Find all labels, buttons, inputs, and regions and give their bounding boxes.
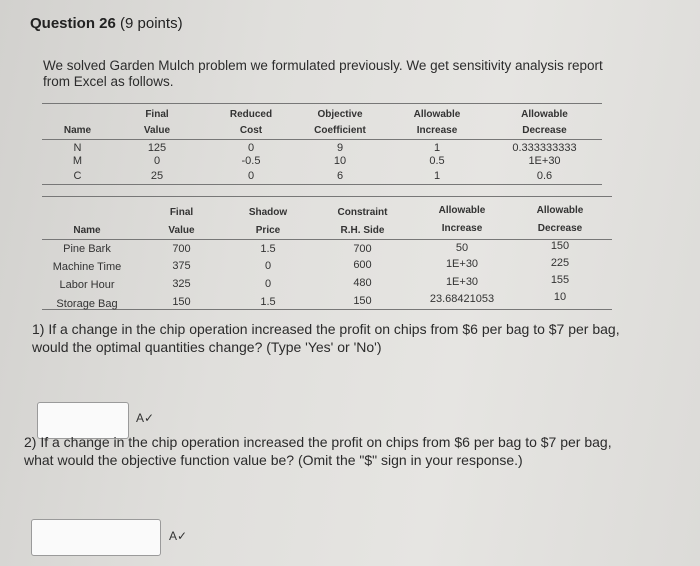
con-row-final: 375 <box>172 260 191 272</box>
col-obj-top: Objective <box>317 109 363 120</box>
con-row-inc: 1E+30 <box>445 276 479 288</box>
con-row-name: Storage Bag <box>56 298 118 310</box>
col-final-top: Final <box>145 109 169 120</box>
table-rule <box>42 103 602 104</box>
con-row-rhs: 480 <box>353 277 372 289</box>
con-row-dec: 150 <box>550 240 570 252</box>
col-reduced-bottom: Cost <box>239 125 263 136</box>
question-points: (9 points) <box>120 15 183 32</box>
col-obj-bottom: Coefficient <box>314 125 366 136</box>
col-dec-bottom: Decrease <box>537 223 583 234</box>
con-row-shadow: 1.5 <box>260 296 276 308</box>
col-name: Name <box>63 125 92 136</box>
var-row-obj: 6 <box>336 170 344 182</box>
var-row-final: 25 <box>150 170 164 182</box>
var-row-final: 0 <box>153 155 161 167</box>
var-row-dec: 0.333333333 <box>512 142 577 154</box>
answer-2-input[interactable] <box>31 519 161 556</box>
col-dec-top: Allowable <box>521 109 568 120</box>
table-rule <box>42 309 612 310</box>
question-1-text: 1) If a change in the chip operation increased the profit on chips from $6 per bag to $7 per bag, would the optimal quantities change? (Type 'Yes' or 'No') <box>32 321 620 355</box>
con-row-final: 325 <box>172 278 191 290</box>
question-number: Question 26 <box>30 15 116 32</box>
con-row-shadow: 1.5 <box>260 243 276 255</box>
con-row-inc: 50 <box>455 242 469 254</box>
var-row-obj: 9 <box>336 142 344 154</box>
con-row-dec: 225 <box>550 257 570 269</box>
spellcheck-icon[interactable]: A✓ <box>169 529 188 543</box>
con-row-rhs: 150 <box>353 295 372 307</box>
con-row-inc: 1E+30 <box>445 258 479 270</box>
table-rule <box>42 184 602 185</box>
col-inc-top: Allowable <box>413 109 461 120</box>
col-inc-bottom: Increase <box>416 125 458 136</box>
spellcheck-icon[interactable]: A✓ <box>136 411 155 425</box>
var-row-reduced: 0 <box>247 170 255 182</box>
var-row-inc: 1 <box>433 142 441 154</box>
var-row-inc: 0.5 <box>429 155 445 167</box>
con-row-dec: 10 <box>553 291 567 303</box>
con-row-shadow: 0 <box>264 260 272 272</box>
intro-text: We solved Garden Mulch problem we formulated previously. We get sensitivity analysis report from Excel as follows. <box>43 58 603 89</box>
table-rule <box>42 196 612 197</box>
col-final-bottom: Value <box>143 125 171 136</box>
variable-cells-table <box>42 103 602 188</box>
question-title <box>30 15 183 32</box>
con-row-name: Machine Time <box>52 261 122 273</box>
col-shadow-top: Shadow <box>248 207 288 218</box>
col-dec-top: Allowable <box>536 205 584 216</box>
var-row-final: 125 <box>147 142 167 154</box>
col-inc-bottom: Increase <box>441 223 483 234</box>
con-row-final: 150 <box>172 296 191 308</box>
con-row-inc: 23.68421053 <box>429 293 495 305</box>
var-row-obj: 10 <box>333 155 347 167</box>
col-shadow-bottom: Price <box>255 225 281 236</box>
var-row-name: N <box>73 142 82 154</box>
var-row-reduced: 0 <box>247 142 255 154</box>
var-row-reduced: -0.5 <box>241 155 261 167</box>
con-row-name: Labor Hour <box>59 279 115 291</box>
con-row-dec: 155 <box>550 274 570 286</box>
con-row-rhs: 600 <box>353 259 372 271</box>
question-2-text: 2) If a change in the chip operation increased the profit on chips from $6 per bag to $7 per bag, what would the objective function value be? (Omit the "$" sign in your response.) <box>24 434 612 468</box>
col-reduced-top: Reduced <box>229 109 273 120</box>
col-rhs-bottom: R.H. Side <box>340 225 385 236</box>
col-name: Name <box>73 225 101 236</box>
con-row-rhs: 700 <box>353 243 372 255</box>
col-inc-top: Allowable <box>438 205 486 216</box>
var-row-name: M <box>72 155 83 167</box>
var-row-dec: 1E+30 <box>528 155 561 167</box>
constraints-table <box>42 196 612 314</box>
col-dec-bottom: Decrease <box>522 125 567 136</box>
con-row-shadow: 0 <box>264 278 272 290</box>
table-rule <box>42 139 602 140</box>
var-row-name: C <box>73 170 82 182</box>
col-rhs-top: Constraint <box>337 207 388 218</box>
con-row-name: Pine Bark <box>63 243 111 255</box>
col-final-bottom: Value <box>168 225 195 236</box>
col-final-top: Final <box>169 207 194 218</box>
con-row-final: 700 <box>172 243 191 255</box>
var-row-dec: 0.6 <box>536 170 553 182</box>
var-row-inc: 1 <box>433 170 441 182</box>
